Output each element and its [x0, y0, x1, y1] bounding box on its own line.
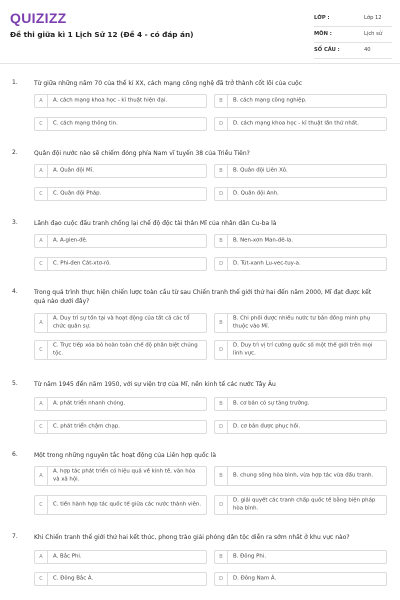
question-text: Từ giữa những năm 70 của thế kỉ XX, cách mạng công nghệ đã trở thành cốt lõi của cuộc — [34, 80, 303, 87]
option-b[interactable] — [214, 94, 387, 108]
option-letter: A — [35, 165, 48, 177]
option-letter: B — [215, 165, 228, 177]
option-d[interactable] — [214, 340, 387, 360]
option-text: D. cơ bản được phục hồi. — [233, 423, 301, 430]
option-b[interactable] — [214, 397, 387, 411]
option-b[interactable] — [214, 550, 387, 564]
option-text: C. phát triển chậm chạp. — [53, 423, 120, 430]
option-c[interactable] — [34, 340, 207, 360]
option-d[interactable] — [214, 257, 387, 271]
option-text: D. Quân đội Anh. — [233, 190, 279, 197]
option-b[interactable] — [214, 234, 387, 248]
option-text: B. Nen-xơn Man-đê-la. — [233, 237, 293, 244]
option-text: C. Đông Bắc Á. — [53, 575, 94, 582]
document-title: Đề thi giữa kì 1 Lịch Sử 12 (Đề 4 - có đáp án) — [10, 30, 194, 39]
question-number: 6. — [12, 451, 18, 458]
question-text: Khi Chiến tranh thế giới thứ hai kết thúc, phong trào giải phóng dân tộc diễn ra sớm nhất ở khu vực nào? — [34, 534, 350, 541]
option-a[interactable] — [34, 313, 207, 333]
option-letter: D — [215, 573, 228, 585]
question-number: 7. — [12, 533, 18, 540]
option-text: B. Chi phối được nhiều nước tư bản đồng minh phụ thuộc vào Mĩ. — [233, 315, 371, 329]
option-d[interactable] — [214, 420, 387, 434]
quizizz-logo: QUIZIZZ — [10, 10, 67, 26]
option-letter: C — [35, 341, 48, 359]
option-b[interactable] — [214, 164, 387, 178]
question-number: 5. — [12, 380, 18, 387]
option-text: D. Đông Nam Á. — [233, 575, 277, 582]
option-letter: D — [215, 341, 228, 359]
question-number: 4. — [12, 288, 18, 295]
meta-value: 40 — [364, 47, 371, 53]
option-letter: D — [215, 118, 228, 130]
option-text: B. chung sống hòa bình, vừa hợp tác vừa đấu tranh. — [233, 472, 374, 479]
option-text: B. Quân đội Liên Xô. — [233, 167, 288, 174]
option-letter: A — [35, 398, 48, 410]
option-text: C. Phi-đen Cát-xtơ-rô. — [53, 260, 111, 267]
question-number: 2. — [12, 149, 18, 156]
option-letter: A — [35, 467, 48, 485]
meta-value: Lịch sử — [364, 31, 383, 37]
option-letter: C — [35, 421, 48, 433]
question-text: Trong quá trình thực hiện chiến lược toàn cầu từ sau Chiến tranh thế giới thứ hai đến năm 2000, Mĩ đạt được kết quả nào dưới đây? — [34, 289, 372, 305]
option-a[interactable] — [34, 164, 207, 178]
option-b[interactable] — [214, 466, 387, 486]
option-letter: C — [35, 573, 48, 585]
option-letter: D — [215, 421, 228, 433]
option-text: A. A-gien-đê. — [53, 237, 88, 244]
option-letter: C — [35, 258, 48, 270]
option-text: B. Đông Phi. — [233, 553, 267, 560]
question-text: Lãnh đạo cuộc đấu tranh chống lại chế độ độc tài thân Mĩ của nhân dân Cu-ba là — [34, 220, 277, 227]
option-d[interactable] — [214, 572, 387, 586]
meta-value: Lớp 12 — [364, 15, 382, 21]
option-text: D. Tút-xanh Lu-vec-tuy-a. — [233, 260, 301, 267]
question-number: 1. — [12, 79, 18, 86]
option-text: A. Bắc Phi. — [53, 553, 82, 560]
option-b[interactable] — [214, 313, 387, 333]
meta-row-subject — [314, 27, 392, 43]
option-letter: A — [35, 551, 48, 563]
question-text: Từ năm 1945 đến năm 1950, với sự viện trợ của Mĩ, nền kinh tế các nước Tây Âu — [34, 381, 276, 388]
option-a[interactable] — [34, 94, 207, 108]
option-letter: B — [215, 314, 228, 332]
option-text: C. cách mạng thông tin. — [53, 120, 118, 127]
option-c[interactable] — [34, 420, 207, 434]
option-c[interactable] — [34, 257, 207, 271]
option-text: D. giải quyết các tranh chấp quốc tế bằng biện pháp hòa bình. — [233, 497, 376, 511]
option-c[interactable] — [34, 572, 207, 586]
option-letter: B — [215, 95, 228, 107]
option-a[interactable] — [34, 234, 207, 248]
option-d[interactable] — [214, 187, 387, 201]
option-text: A. phát triển nhanh chóng. — [53, 400, 126, 407]
option-letter: C — [35, 496, 48, 514]
option-letter: B — [215, 551, 228, 563]
meta-label: SỐ CÂU : — [314, 47, 340, 53]
option-letter: D — [215, 258, 228, 270]
option-letter: A — [35, 95, 48, 107]
option-text: A. hợp tác phát triển có hiệu quả về kinh tế, văn hóa và xã hội. — [53, 468, 196, 482]
option-letter: C — [35, 118, 48, 130]
worksheet-header — [0, 0, 400, 64]
option-a[interactable] — [34, 550, 207, 564]
option-c[interactable] — [34, 117, 207, 131]
meta-row-question-count — [314, 43, 392, 59]
option-letter: A — [35, 314, 48, 332]
option-text: D. Duy trì vị trí cường quốc số một thế giới trên mọi lĩnh vực. — [233, 342, 373, 356]
option-text: B. cơ bản có sự tăng trưởng. — [233, 400, 310, 407]
option-text: D. cách mạng khoa học - kĩ thuật lần thứ nhất. — [233, 120, 359, 127]
option-text: A. Quân đội Mĩ. — [53, 167, 94, 174]
option-d[interactable] — [214, 117, 387, 131]
option-text: A. cách mạng khoa học - kĩ thuật hiện đại. — [53, 97, 168, 104]
option-text: A. Duy trì sự tồn tại và hoạt động của tất cả các tổ chức quân sự. — [53, 315, 190, 329]
option-a[interactable] — [34, 397, 207, 411]
option-text: C. Quân đội Pháp. — [53, 190, 102, 197]
option-letter: A — [35, 235, 48, 247]
meta-label: MÔN : — [314, 31, 332, 37]
option-letter: B — [215, 398, 228, 410]
option-text: C. Trực tiếp xóa bỏ hoàn toàn chế độ phân biệt chủng tộc. — [53, 342, 198, 356]
option-letter: B — [215, 467, 228, 485]
option-letter: D — [215, 188, 228, 200]
meta-label: LỚP : — [314, 15, 330, 21]
question-number: 3. — [12, 219, 18, 226]
meta-table — [314, 11, 392, 59]
option-text: B. cách mạng công nghiệp. — [233, 97, 307, 104]
question-text: Quân đội nước nào sẽ chiếm đóng phía Nam vĩ tuyến 38 của Triều Tiên? — [34, 150, 250, 157]
option-a[interactable] — [34, 466, 207, 486]
option-letter: C — [35, 188, 48, 200]
option-letter: D — [215, 496, 228, 514]
question-text: Một trong những nguyên tắc hoạt động của Liên hợp quốc là — [34, 452, 217, 459]
meta-row-grade — [314, 11, 392, 27]
option-d[interactable] — [214, 495, 387, 515]
option-c[interactable] — [34, 187, 207, 201]
option-text: C. tiến hành hợp tác quốc tế giữa các nước thành viên. — [53, 501, 202, 508]
option-letter: B — [215, 235, 228, 247]
option-c[interactable] — [34, 495, 207, 515]
